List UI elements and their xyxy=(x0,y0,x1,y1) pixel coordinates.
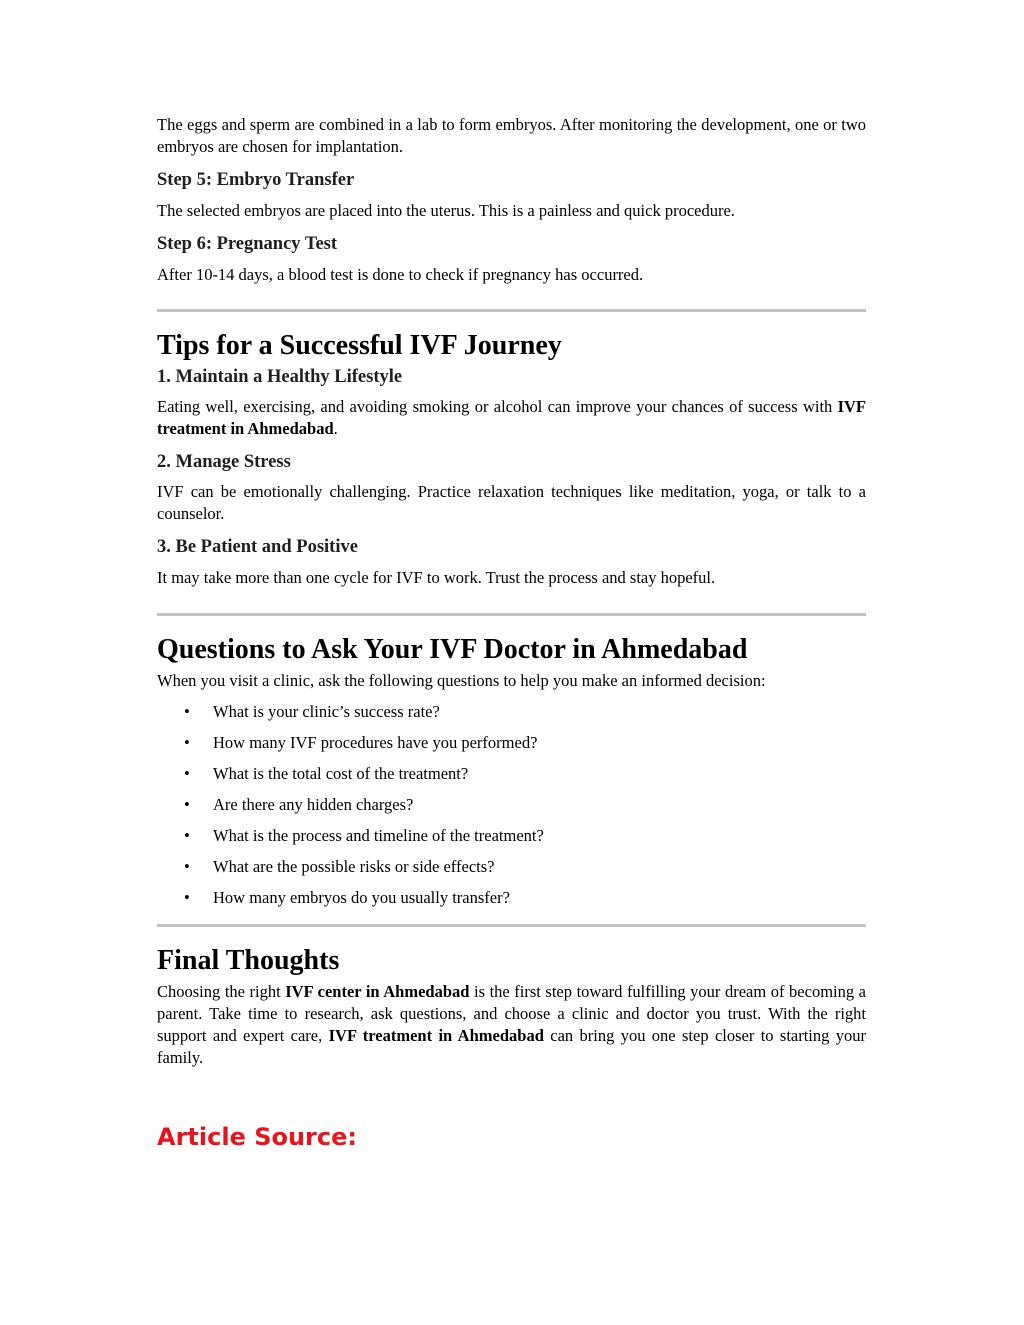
tips-section-title: Tips for a Successful IVF Journey xyxy=(157,330,562,361)
list-item: • How many IVF procedures have you performed? xyxy=(157,732,866,754)
section-divider xyxy=(157,924,866,927)
document-page xyxy=(157,114,866,1153)
list-item: • What is your clinic’s success rate? xyxy=(157,701,866,723)
final-bold-keyword: IVF center in Ahmedabad xyxy=(285,982,470,1001)
tip2-text: IVF can be emotionally challenging. Practice relaxation techniques like meditation, yoga, or talk to a counselor. xyxy=(157,482,866,523)
step5-heading: Step 5: Embryo Transfer xyxy=(157,170,355,190)
step6-heading: Step 6: Pregnancy Test xyxy=(157,234,338,254)
final-paragraph: Choosing the right IVF center in Ahmedabad is the first step toward fulfilling your dream of becoming a parent. Take time to research, ask questions, and choose a clinic and doctor you trust. With the right support and expert care, IVF treatment in Ahmedabad can bring you one step closer to starting your family. xyxy=(157,982,866,1067)
section-divider xyxy=(157,309,866,312)
final-section-title: Final Thoughts xyxy=(157,945,340,976)
list-item: • What is the process and timeline of the treatment? xyxy=(157,825,866,847)
section-divider xyxy=(157,613,866,616)
questions-intro: When you visit a clinic, ask the following questions to help you make an informed decision: xyxy=(157,671,766,690)
list-item: • What are the possible risks or side effects? xyxy=(157,856,866,878)
tip1-heading: 1. Maintain a Healthy Lifestyle xyxy=(157,367,403,387)
step5-text: The selected embryos are placed into the uterus. This is a painless and quick procedure. xyxy=(157,201,735,220)
questions-section-title: Questions to Ask Your IVF Doctor in Ahmedabad xyxy=(157,634,748,665)
step6-text: After 10-14 days, a blood test is done to check if pregnancy has occurred. xyxy=(157,265,644,284)
final-bold-keyword: IVF treatment in Ahmedabad xyxy=(328,1026,544,1045)
tip1-text: Eating well, exercising, and avoiding smoking or alcohol can improve your chances of success with IVF treatment in Ahmedabad. xyxy=(157,397,866,438)
questions-list xyxy=(157,701,866,909)
tip3-text: It may take more than one cycle for IVF to work. Trust the process and stay hopeful. xyxy=(157,568,716,587)
list-item: • Are there any hidden charges? xyxy=(157,794,866,816)
intro-paragraph: The eggs and sperm are combined in a lab to form embryos. After monitoring the development, one or two embryos are chosen for implantation. xyxy=(157,115,866,156)
list-item: • How many embryos do you usually transfer? xyxy=(157,887,866,909)
list-item: • What is the total cost of the treatment? xyxy=(157,763,866,785)
tip1-bold-keyword: IVF treatment in Ahmedabad xyxy=(157,397,866,438)
article-source-heading: Article Source: xyxy=(157,1123,357,1151)
tip2-heading: 2. Manage Stress xyxy=(157,452,291,472)
tip3-heading: 3. Be Patient and Positive xyxy=(157,537,358,557)
